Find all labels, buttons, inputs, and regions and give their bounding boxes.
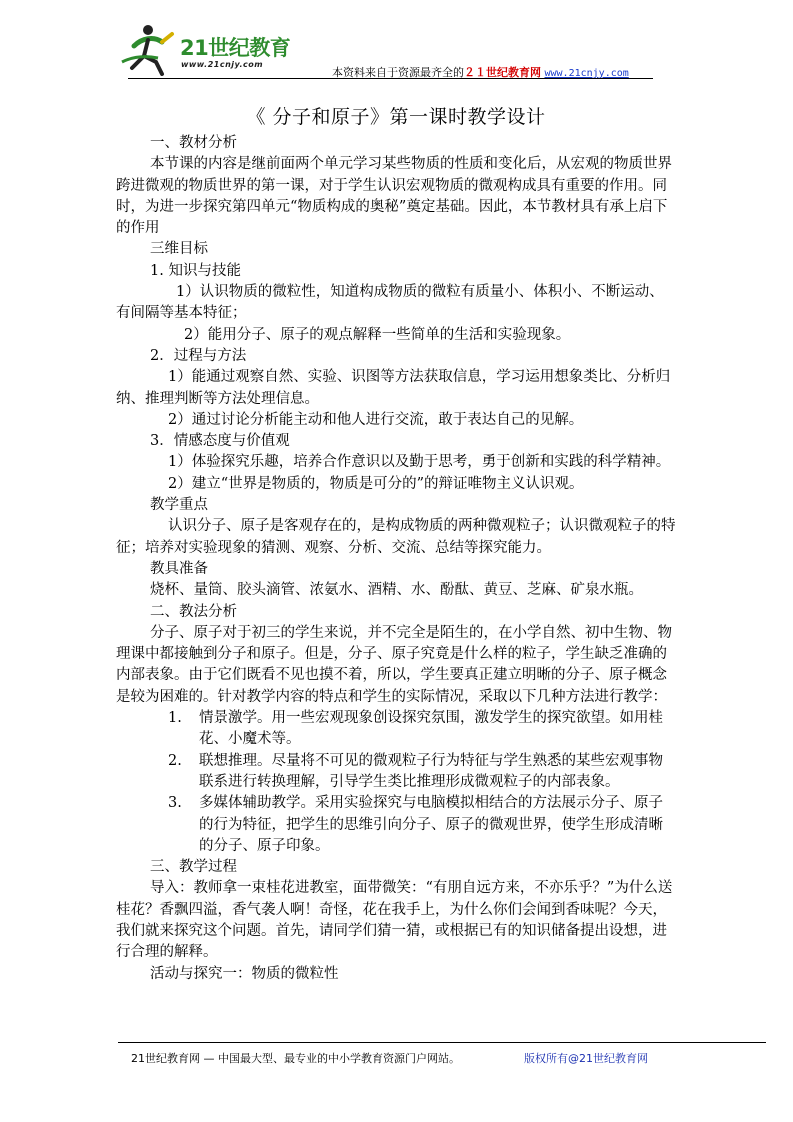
page-header bbox=[118, 18, 653, 80]
paragraph: 导入：教师拿一束桂花进教室，面带微笑：“有朋自远方来，不亦乐乎？”为什么送桂花？香飘四溢，香气袭人啊！奇怪，花在我手上，为什么你们会闻到香味呢？今天，我们就来探究这个问题。首先，请同学们猜一猜，或根据已有的知识储备提出设想，进行合理的解释。 bbox=[116, 880, 673, 961]
logo-brand-text: 21世纪教育 bbox=[180, 36, 291, 60]
paragraph: 烧杯、量筒、胶头滴管、浓氨水、酒精、水、酚酞、黄豆、芝麻、矿泉水瓶。 bbox=[150, 582, 643, 599]
paragraph: 1）体验探究乐趣，培养合作意识以及勤于思考，勇于创新和实践的科学精神。 bbox=[168, 454, 671, 471]
list-number: 3. bbox=[168, 795, 182, 812]
paragraph: 1）能通过观察自然、实验、识图等方法获取信息，学习运用想象类比、分析归纳、推理判断等方法处理信息。 bbox=[116, 369, 671, 407]
section-heading: 二、教法分析 bbox=[150, 603, 237, 620]
tagline-site-name[interactable]: ２１世纪教育网 bbox=[464, 66, 541, 79]
section-heading: 一、教材分析 bbox=[150, 135, 237, 151]
list-item bbox=[116, 708, 676, 751]
list-item bbox=[116, 793, 676, 857]
paragraph: 2）通过讨论分析能主动和他人进行交流，敢于表达自己的见解。 bbox=[168, 411, 584, 428]
subheading: 1. 知识与技能 bbox=[150, 262, 241, 279]
paragraph: 本节课的内容是继前面两个单元学习某些物质的性质和变化后，从宏观的物质世界跨进微观的物质世界的第一课，对于学生认识宏观物质的微观构成具有重要的作用。同时，为进一步探究第四单元“物质构成的奥秘”奠定基础。因此，本节教材具有承上启下的作用 bbox=[116, 156, 672, 237]
list-number: 2. bbox=[168, 752, 182, 769]
list-item bbox=[116, 751, 676, 794]
subheading: 活动与探究一：物质的微粒性 bbox=[150, 965, 339, 982]
header-divider bbox=[128, 78, 653, 79]
site-logo bbox=[118, 18, 308, 76]
logo-url-text: www.21cnjy.com bbox=[181, 60, 264, 69]
footer-text: 21世纪教育网 — 中国最大型、最专业的中小学教育资源门户网站。 bbox=[131, 1052, 460, 1065]
subheading: 2．过程与方法 bbox=[150, 347, 247, 364]
paragraph: 2）能用分子、原子的观点解释一些简单的生活和实验现象。 bbox=[184, 326, 571, 343]
subheading: 3．情感态度与价值观 bbox=[150, 433, 290, 450]
paragraph: 分子、原子对于初三的学生来说，并不完全是陌生的，在小学自然、初中生物、物理课中都接触到分子和原子。但是，分子、原子究竟是什么样的粒子，学生缺乏准确的内部表象。由于它们既看不见也摸不着，所以，学生要真正建立明晰的分子、原子概念是较为困难的。针对教学内容的特点和学生的实际情况，采取以下几种方法进行教学： bbox=[116, 624, 672, 705]
tagline-prefix: 本资料来自于资源最齐全的 bbox=[332, 66, 464, 79]
section-heading: 三维目标 bbox=[150, 241, 208, 258]
paragraph: 认识分子、原子是客观存在的，是构成物质的两种微观粒子；认识微观粒子的特征；培养对实验现象的猜测、观察、分析、交流、总结等探究能力。 bbox=[116, 518, 676, 556]
method-list bbox=[116, 708, 676, 857]
running-figure-icon bbox=[118, 18, 182, 76]
section-heading: 三、教学过程 bbox=[150, 859, 237, 876]
list-text: 联想推理。尽量将不可见的微观粒子行为特征与学生熟悉的某些宏观事物联系进行转换理解，引导学生类比推理形成微观粒子的内部表象。 bbox=[199, 752, 663, 790]
paragraph: 1）认识物质的微粒性，知道构成物质的微粒有质量小、体积小、不断运动、有间隔等基本特征； bbox=[116, 284, 664, 322]
document-title: 《 分子和原子》第一课时教学设计 bbox=[246, 106, 546, 128]
list-text: 多媒体辅助教学。采用实验探究与电脑模拟相结合的方法展示分子、原子的行为特征，把学生的思维引向分子、原子的微观世界，使学生形成清晰的分子、原子印象。 bbox=[199, 795, 663, 854]
list-text: 情景激学。用一些宏观现象创设探究氛围，激发学生的探究欲望。如用桂花、小魔术等。 bbox=[199, 710, 663, 748]
paragraph: 2）建立“世界是物质的，物质是可分的”的辩证唯物主义认识观。 bbox=[168, 475, 584, 492]
footer-divider bbox=[118, 1042, 766, 1043]
footer-copyright[interactable]: 版权所有@21世纪教育网 bbox=[524, 1052, 648, 1065]
tagline-url-link[interactable]: www.21cnjy.com bbox=[544, 68, 629, 79]
document-body bbox=[116, 96, 676, 985]
section-heading: 教具准备 bbox=[150, 560, 208, 577]
section-heading: 教学重点 bbox=[150, 497, 208, 514]
list-number: 1. bbox=[168, 710, 182, 727]
